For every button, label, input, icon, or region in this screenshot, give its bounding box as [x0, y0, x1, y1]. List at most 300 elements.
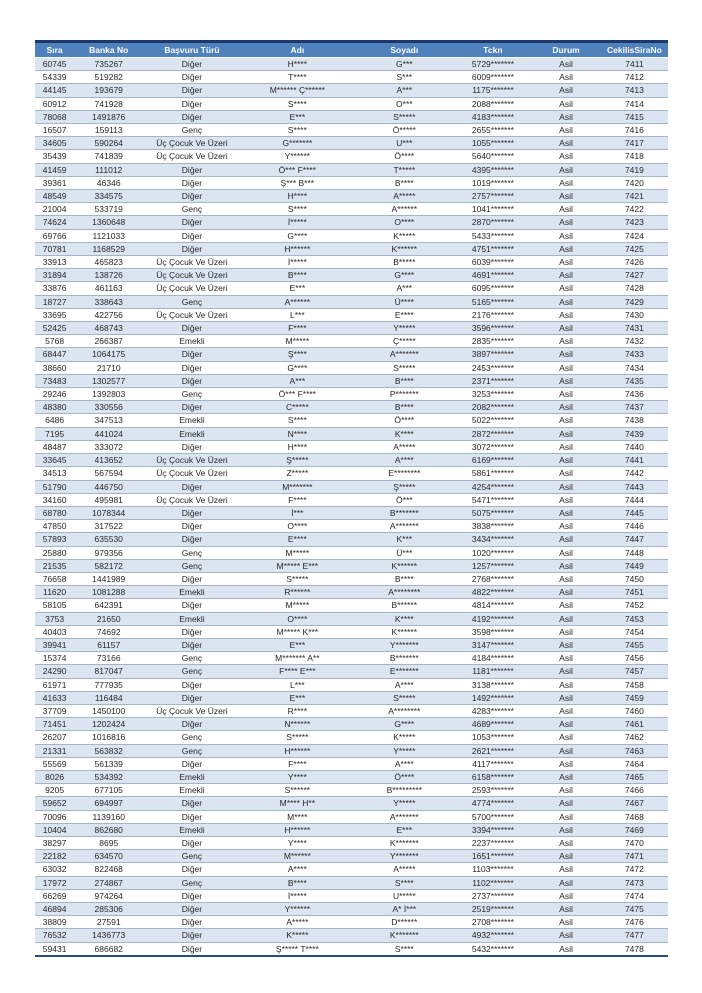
cell-banka-no: 642391 — [74, 599, 143, 612]
cell-sira: 44145 — [35, 84, 74, 97]
table-row — [35, 652, 668, 665]
cell-basvuru-turu: Genç — [143, 850, 240, 863]
cell-banka-no: 422756 — [74, 308, 143, 321]
cell-sira: 60912 — [35, 97, 74, 110]
cell-basvuru-turu: Genç — [143, 124, 240, 137]
cell-basvuru-turu: Diğer — [143, 401, 240, 414]
cell-soyadi: B**** — [354, 374, 455, 387]
cell-soyadi: B**** — [354, 401, 455, 414]
cell-basvuru-turu: Emekli — [143, 586, 240, 599]
cell-tckn: 2870******* — [455, 216, 532, 229]
cell-basvuru-turu: Diğer — [143, 229, 240, 242]
cell-soyadi: A******* — [354, 520, 455, 533]
table-row — [35, 559, 668, 572]
cell-adi: S**** — [241, 203, 354, 216]
table-row — [35, 599, 668, 612]
cell-sira: 60745 — [35, 58, 74, 71]
cell-banka-no: 193679 — [74, 84, 143, 97]
cell-sira: 70096 — [35, 810, 74, 823]
table-body — [35, 58, 668, 956]
cell-sira: 73483 — [35, 374, 74, 387]
cell-banka-no: 111012 — [74, 163, 143, 176]
cell-durum: Asil — [531, 401, 601, 414]
cell-cekilis-sira-no: 7422 — [601, 203, 668, 216]
cell-sira: 59431 — [35, 942, 74, 956]
cell-adi: B**** — [241, 269, 354, 282]
cell-tckn: 1257******* — [455, 559, 532, 572]
cell-banka-no: 741839 — [74, 150, 143, 163]
cell-adi: H**** — [241, 440, 354, 453]
cell-sira: 21535 — [35, 559, 74, 572]
cell-soyadi: K*** — [354, 533, 455, 546]
cell-banka-no: 1081288 — [74, 586, 143, 599]
cell-banka-no: 534392 — [74, 770, 143, 783]
cell-basvuru-turu: Üç Çocuk Ve Üzeri — [143, 137, 240, 150]
cell-cekilis-sira-no: 7441 — [601, 454, 668, 467]
cell-banka-no: 979356 — [74, 546, 143, 559]
cell-durum: Asil — [531, 863, 601, 876]
cell-cekilis-sira-no: 7417 — [601, 137, 668, 150]
cell-basvuru-turu: Diğer — [143, 84, 240, 97]
cell-adi: H**** — [241, 58, 354, 71]
cell-adi: Ş***** T**** — [241, 942, 354, 956]
table-row — [35, 863, 668, 876]
table-row — [35, 137, 668, 150]
cell-cekilis-sira-no: 7478 — [601, 942, 668, 956]
table-row — [35, 691, 668, 704]
cell-adi: Y**** — [241, 770, 354, 783]
cell-banka-no: 285306 — [74, 903, 143, 916]
cell-adi: R****** — [241, 586, 354, 599]
cell-durum: Asil — [531, 876, 601, 889]
cell-sira: 8026 — [35, 770, 74, 783]
cell-basvuru-turu: Emekli — [143, 784, 240, 797]
cell-banka-no: 1302577 — [74, 374, 143, 387]
table-row — [35, 190, 668, 203]
table-row — [35, 176, 668, 189]
cell-soyadi: A*** — [354, 282, 455, 295]
cell-basvuru-turu: Genç — [143, 388, 240, 401]
cell-sira: 38809 — [35, 916, 74, 929]
table-row — [35, 638, 668, 651]
cell-soyadi: A*** — [354, 84, 455, 97]
cell-adi: A****** — [241, 295, 354, 308]
cell-adi: F**** E*** — [241, 665, 354, 678]
cell-durum: Asil — [531, 665, 601, 678]
cell-adi: Ş***** — [241, 454, 354, 467]
cell-adi: H****** — [241, 744, 354, 757]
table-row — [35, 150, 668, 163]
table-row — [35, 810, 668, 823]
cell-banka-no: 1078344 — [74, 506, 143, 519]
cell-sira: 9205 — [35, 784, 74, 797]
cell-sira: 39941 — [35, 638, 74, 651]
cell-soyadi: Ö***** — [354, 124, 455, 137]
cell-durum: Asil — [531, 467, 601, 480]
cell-cekilis-sira-no: 7439 — [601, 427, 668, 440]
cell-durum: Asil — [531, 903, 601, 916]
cell-cekilis-sira-no: 7451 — [601, 586, 668, 599]
cell-adi: H**** — [241, 190, 354, 203]
cell-soyadi: Y***** — [354, 322, 455, 335]
cell-cekilis-sira-no: 7440 — [601, 440, 668, 453]
cell-cekilis-sira-no: 7458 — [601, 678, 668, 691]
column-header-cekilis-sira-no: CekilisSiraNo — [601, 42, 668, 58]
cell-soyadi: S***** — [354, 691, 455, 704]
cell-soyadi: E******* — [354, 665, 455, 678]
cell-durum: Asil — [531, 942, 601, 956]
cell-sira: 33645 — [35, 454, 74, 467]
table-row — [35, 942, 668, 956]
cell-banka-no: 1436773 — [74, 929, 143, 942]
cell-cekilis-sira-no: 7433 — [601, 348, 668, 361]
cell-durum: Asil — [531, 256, 601, 269]
cell-cekilis-sira-no: 7475 — [601, 903, 668, 916]
cell-tckn: 1055******* — [455, 137, 532, 150]
cell-banka-no: 495981 — [74, 493, 143, 506]
cell-tckn: 2757******* — [455, 190, 532, 203]
cell-basvuru-turu: Emekli — [143, 770, 240, 783]
cell-cekilis-sira-no: 7465 — [601, 770, 668, 783]
cell-basvuru-turu: Diğer — [143, 942, 240, 956]
cell-basvuru-turu: Genç — [143, 876, 240, 889]
cell-durum: Asil — [531, 242, 601, 255]
cell-tckn: 2655******* — [455, 124, 532, 137]
table-row — [35, 533, 668, 546]
cell-soyadi: Ö*** — [354, 493, 455, 506]
cell-soyadi: Y******* — [354, 638, 455, 651]
cell-banka-no: 21710 — [74, 361, 143, 374]
cell-basvuru-turu: Emekli — [143, 823, 240, 836]
cell-adi: İ***** — [241, 216, 354, 229]
cell-durum: Asil — [531, 638, 601, 651]
cell-basvuru-turu: Diğer — [143, 506, 240, 519]
table-row — [35, 242, 668, 255]
cell-cekilis-sira-no: 7427 — [601, 269, 668, 282]
cell-tckn: 4192******* — [455, 612, 532, 625]
table-row — [35, 731, 668, 744]
cell-adi: H****** — [241, 242, 354, 255]
cell-durum: Asil — [531, 295, 601, 308]
cell-cekilis-sira-no: 7432 — [601, 335, 668, 348]
cell-adi: M***** K*** — [241, 625, 354, 638]
cell-cekilis-sira-no: 7434 — [601, 361, 668, 374]
cell-basvuru-turu: Diğer — [143, 242, 240, 255]
table-row — [35, 797, 668, 810]
cell-soyadi: O*** — [354, 97, 455, 110]
table-row — [35, 282, 668, 295]
cell-banka-no: 468743 — [74, 322, 143, 335]
table-row — [35, 256, 668, 269]
cell-banka-no: 330556 — [74, 401, 143, 414]
cell-durum: Asil — [531, 836, 601, 849]
table-row — [35, 836, 668, 849]
cell-cekilis-sira-no: 7429 — [601, 295, 668, 308]
cell-adi: M***** — [241, 546, 354, 559]
cell-adi: H****** — [241, 823, 354, 836]
cell-tckn: 4689******* — [455, 718, 532, 731]
cell-adi: O**** — [241, 520, 354, 533]
table-row — [35, 84, 668, 97]
table-row — [35, 124, 668, 137]
cell-basvuru-turu: Diğer — [143, 836, 240, 849]
cell-cekilis-sira-no: 7421 — [601, 190, 668, 203]
cell-basvuru-turu: Emekli — [143, 335, 240, 348]
cell-sira: 54339 — [35, 71, 74, 84]
cell-banka-no: 338643 — [74, 295, 143, 308]
cell-cekilis-sira-no: 7468 — [601, 810, 668, 823]
cell-soyadi: O**** — [354, 216, 455, 229]
cell-tckn: 2593******* — [455, 784, 532, 797]
cell-basvuru-turu: Emekli — [143, 427, 240, 440]
cell-adi: R**** — [241, 704, 354, 717]
cell-basvuru-turu: Diğer — [143, 638, 240, 651]
column-header-soyadi: Soyadı — [354, 42, 455, 58]
table-row — [35, 572, 668, 585]
table-row — [35, 903, 668, 916]
cell-cekilis-sira-no: 7436 — [601, 388, 668, 401]
cell-basvuru-turu: Diğer — [143, 322, 240, 335]
cell-tckn: 1492******* — [455, 691, 532, 704]
cell-banka-no: 46346 — [74, 176, 143, 189]
cell-basvuru-turu: Diğer — [143, 929, 240, 942]
cell-tckn: 5022******* — [455, 414, 532, 427]
cell-basvuru-turu: Diğer — [143, 176, 240, 189]
cell-cekilis-sira-no: 7416 — [601, 124, 668, 137]
cell-soyadi: K******* — [354, 836, 455, 849]
cell-cekilis-sira-no: 7450 — [601, 572, 668, 585]
cell-basvuru-turu: Diğer — [143, 916, 240, 929]
cell-banka-no: 461163 — [74, 282, 143, 295]
cell-soyadi: A***** — [354, 863, 455, 876]
cell-basvuru-turu: Diğer — [143, 691, 240, 704]
table-row — [35, 361, 668, 374]
table-row — [35, 58, 668, 71]
cell-cekilis-sira-no: 7474 — [601, 889, 668, 902]
table-row — [35, 625, 668, 638]
cell-basvuru-turu: Diğer — [143, 348, 240, 361]
cell-sira: 48380 — [35, 401, 74, 414]
table-row — [35, 295, 668, 308]
cell-sira: 21331 — [35, 744, 74, 757]
cell-banka-no: 634570 — [74, 850, 143, 863]
cell-tckn: 5700******* — [455, 810, 532, 823]
cell-basvuru-turu: Genç — [143, 665, 240, 678]
column-header-adi: Adı — [241, 42, 354, 58]
cell-durum: Asil — [531, 810, 601, 823]
cell-banka-no: 1202424 — [74, 718, 143, 731]
cell-durum: Asil — [531, 929, 601, 942]
cell-banka-no: 74692 — [74, 625, 143, 638]
cell-soyadi: G*** — [354, 58, 455, 71]
cell-cekilis-sira-no: 7411 — [601, 58, 668, 71]
cell-soyadi: K****** — [354, 625, 455, 638]
cell-sira: 33695 — [35, 308, 74, 321]
cell-banka-no: 317522 — [74, 520, 143, 533]
cell-sira: 24290 — [35, 665, 74, 678]
table-row — [35, 216, 668, 229]
cell-tckn: 2453******* — [455, 361, 532, 374]
cell-adi: M**** — [241, 810, 354, 823]
cell-sira: 71451 — [35, 718, 74, 731]
cell-tckn: 3434******* — [455, 533, 532, 546]
cell-soyadi: Ş***** — [354, 480, 455, 493]
cell-durum: Asil — [531, 691, 601, 704]
cell-basvuru-turu: Diğer — [143, 97, 240, 110]
table-row — [35, 71, 668, 84]
cell-durum: Asil — [531, 678, 601, 691]
cell-cekilis-sira-no: 7425 — [601, 242, 668, 255]
cell-adi: S***** — [241, 572, 354, 585]
cell-durum: Asil — [531, 361, 601, 374]
table-row — [35, 546, 668, 559]
column-header-basvuru-turu: Başvuru Türü — [143, 42, 240, 58]
cell-sira: 16507 — [35, 124, 74, 137]
cell-cekilis-sira-no: 7426 — [601, 256, 668, 269]
cell-banka-no: 1392803 — [74, 388, 143, 401]
cell-tckn: 3072******* — [455, 440, 532, 453]
cell-soyadi: Y***** — [354, 797, 455, 810]
cell-basvuru-turu: Diğer — [143, 533, 240, 546]
table-row — [35, 784, 668, 797]
cell-soyadi: Y******* — [354, 850, 455, 863]
cell-cekilis-sira-no: 7431 — [601, 322, 668, 335]
cell-tckn: 6009******* — [455, 71, 532, 84]
cell-cekilis-sira-no: 7415 — [601, 110, 668, 123]
cell-basvuru-turu: Diğer — [143, 757, 240, 770]
cell-cekilis-sira-no: 7466 — [601, 784, 668, 797]
cell-tckn: 2708******* — [455, 916, 532, 929]
cell-adi: G**** — [241, 361, 354, 374]
cell-banka-no: 446750 — [74, 480, 143, 493]
cell-tckn: 1019******* — [455, 176, 532, 189]
cell-durum: Asil — [531, 124, 601, 137]
cell-basvuru-turu: Diğer — [143, 625, 240, 638]
cell-durum: Asil — [531, 97, 601, 110]
cell-durum: Asil — [531, 506, 601, 519]
table-row — [35, 929, 668, 942]
cell-basvuru-turu: Diğer — [143, 163, 240, 176]
cell-adi: İ***** — [241, 256, 354, 269]
table-row — [35, 850, 668, 863]
cell-tckn: 4932******* — [455, 929, 532, 942]
cell-durum: Asil — [531, 322, 601, 335]
column-header-banka-no: Banka No — [74, 42, 143, 58]
table-row — [35, 454, 668, 467]
cell-basvuru-turu: Diğer — [143, 810, 240, 823]
cell-banka-no: 138726 — [74, 269, 143, 282]
cell-adi: N**** — [241, 427, 354, 440]
cell-tckn: 2088******* — [455, 97, 532, 110]
table-row — [35, 401, 668, 414]
cell-adi: E**** — [241, 533, 354, 546]
cell-sira: 6486 — [35, 414, 74, 427]
cell-soyadi: B******* — [354, 652, 455, 665]
cell-tckn: 1651******* — [455, 850, 532, 863]
cell-tckn: 1102******* — [455, 876, 532, 889]
cell-soyadi: T***** — [354, 163, 455, 176]
cell-soyadi: A* İ*** — [354, 903, 455, 916]
cell-banka-no: 116484 — [74, 691, 143, 704]
cell-tckn: 1020******* — [455, 546, 532, 559]
cell-adi: Ö*** F**** — [241, 163, 354, 176]
cell-tckn: 4751******* — [455, 242, 532, 255]
cell-durum: Asil — [531, 348, 601, 361]
cell-soyadi: K****** — [354, 559, 455, 572]
table-row — [35, 506, 668, 519]
cell-soyadi: K****** — [354, 242, 455, 255]
cell-soyadi: A****** — [354, 203, 455, 216]
cell-banka-no: 1441989 — [74, 572, 143, 585]
cell-basvuru-turu: Üç Çocuk Ve Üzeri — [143, 493, 240, 506]
cell-soyadi: E*** — [354, 823, 455, 836]
cell-sira: 33876 — [35, 282, 74, 295]
cell-adi: S****** — [241, 784, 354, 797]
cell-cekilis-sira-no: 7476 — [601, 916, 668, 929]
cell-basvuru-turu: Üç Çocuk Ve Üzeri — [143, 282, 240, 295]
cell-sira: 3753 — [35, 612, 74, 625]
table-row — [35, 110, 668, 123]
cell-cekilis-sira-no: 7477 — [601, 929, 668, 942]
table-row — [35, 97, 668, 110]
cell-basvuru-turu: Diğer — [143, 480, 240, 493]
cell-tckn: 6039******* — [455, 256, 532, 269]
cell-sira: 68780 — [35, 506, 74, 519]
cell-basvuru-turu: Üç Çocuk Ve Üzeri — [143, 256, 240, 269]
cell-sira: 17972 — [35, 876, 74, 889]
cell-banka-no: 582172 — [74, 559, 143, 572]
cell-sira: 74624 — [35, 216, 74, 229]
cell-adi: S***** — [241, 731, 354, 744]
cell-banka-no: 465823 — [74, 256, 143, 269]
cell-banka-no: 334575 — [74, 190, 143, 203]
cell-sira: 39361 — [35, 176, 74, 189]
cell-basvuru-turu: Diğer — [143, 58, 240, 71]
cell-durum: Asil — [531, 163, 601, 176]
table-row — [35, 335, 668, 348]
cell-durum: Asil — [531, 586, 601, 599]
cell-cekilis-sira-no: 7464 — [601, 757, 668, 770]
cell-durum: Asil — [531, 797, 601, 810]
cell-cekilis-sira-no: 7460 — [601, 704, 668, 717]
cell-soyadi: Ü*** — [354, 546, 455, 559]
cell-tckn: 3598******* — [455, 625, 532, 638]
cell-basvuru-turu: Genç — [143, 295, 240, 308]
cell-sira: 15374 — [35, 652, 74, 665]
table-row — [35, 203, 668, 216]
cell-cekilis-sira-no: 7470 — [601, 836, 668, 849]
cell-durum: Asil — [531, 480, 601, 493]
table-row — [35, 374, 668, 387]
cell-tckn: 2371******* — [455, 374, 532, 387]
cell-sira: 57893 — [35, 533, 74, 546]
cell-adi: İ*** — [241, 506, 354, 519]
cell-soyadi: G**** — [354, 718, 455, 731]
cell-sira: 52425 — [35, 322, 74, 335]
cell-sira: 34605 — [35, 137, 74, 150]
cell-soyadi: A******* — [354, 810, 455, 823]
table-row — [35, 744, 668, 757]
cell-cekilis-sira-no: 7428 — [601, 282, 668, 295]
cell-durum: Asil — [531, 137, 601, 150]
cell-adi: S**** — [241, 97, 354, 110]
cell-basvuru-turu: Genç — [143, 744, 240, 757]
cell-soyadi: B******* — [354, 506, 455, 519]
cell-sira: 10404 — [35, 823, 74, 836]
cell-tckn: 4822******* — [455, 586, 532, 599]
cell-sira: 76532 — [35, 929, 74, 942]
cell-sira: 41633 — [35, 691, 74, 704]
